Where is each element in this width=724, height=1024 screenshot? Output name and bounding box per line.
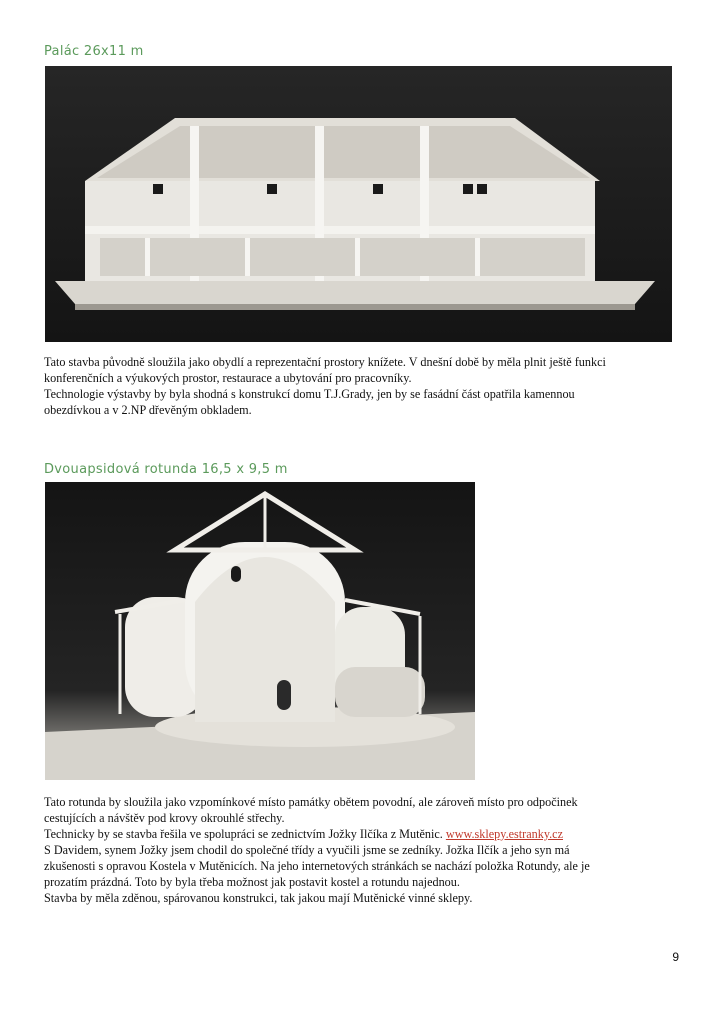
rotunda-text-line: zkušenosti s opravou Kostela v Mutěnicích. Na jeho internetových stránkách se nachází položka Rotundy, ale je: [44, 859, 590, 873]
section-heading-rotunda: Dvouapsidová rotunda 16,5 x 9,5 m: [44, 462, 288, 477]
rotunda-text-line: cestujících a návštěv pod krovy okrouhlé střechy.: [44, 811, 285, 825]
palace-model-photo: [45, 66, 672, 342]
palace-text-line: konferenčních a výukových prostor, restaurace a ubytování pro pracovníky.: [44, 371, 412, 385]
rotunda-text-line: prozatím prázdná. Toto by byla třeba možnost jak postavit kostel a rotundu najednou.: [44, 875, 460, 889]
page-number: 9: [672, 950, 679, 964]
palace-description: [44, 354, 684, 418]
rotunda-text: Technicky by se stavba řešila ve spolupráci se zednictvím Jožky Ilčíka z Mutěnic.: [44, 827, 443, 841]
sklepy-website-link[interactable]: www.sklepy.estranky.cz: [445, 827, 563, 841]
rotunda-text-line: Stavba by měla zděnou, spárovanou konstrukci, tak jakou mají Mutěnické vinné sklepy.: [44, 891, 473, 905]
palace-text-line: Tato stavba původně sloužila jako obydlí a reprezentační prostory knížete. V dnešní době by měla plnit ještě funkci: [44, 355, 606, 369]
palace-text-line: obezdívkou a v 2.NP dřevěným obkladem.: [44, 403, 252, 417]
palace-model-icon: [45, 66, 672, 342]
rotunda-text-line: S Davidem, synem Jožky jsem chodil do společné třídy a vyučili jsme se zedníky. Jožka Ilčík a jeho syn má: [44, 843, 570, 857]
rotunda-model-photo: [45, 482, 475, 780]
rotunda-model-icon: [45, 482, 475, 780]
rotunda-text-line-with-link: [44, 826, 684, 842]
palace-text-line: Technologie výstavby by byla shodná s konstrukcí domu T.J.Grady, jen by se fasádní část opatřila kamennou: [44, 387, 575, 401]
rotunda-description: [44, 794, 684, 906]
rotunda-text-line: Tato rotunda by sloužila jako vzpomínkové místo památky obětem povodní, ale zároveň místo pro odpočinek: [44, 795, 578, 809]
section-heading-palace: Palác 26x11 m: [44, 44, 144, 59]
